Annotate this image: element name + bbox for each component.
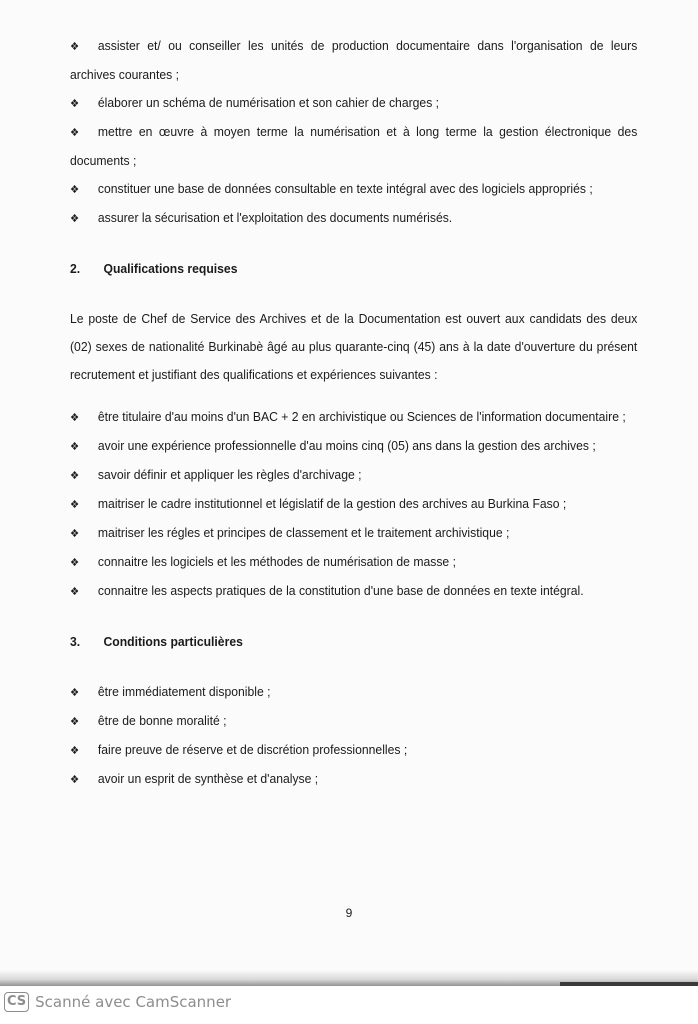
camscanner-logo-icon: CS <box>4 992 29 1012</box>
diamond-bullet-icon: ❖ <box>70 412 80 424</box>
diamond-bullet-icon: ❖ <box>70 528 80 540</box>
watermark-text: Scanné avec CamScanner <box>35 993 232 1011</box>
list-item: ❖ avoir une expérience professionnelle d'au moins cinq (05) ans dans la gestion des archives ; <box>70 432 637 461</box>
section2-number: 2. <box>70 261 81 276</box>
section2-list <box>70 403 637 606</box>
list-item: ❖ élaborer un schéma de numérisation et son cahier de charges ; <box>70 89 637 118</box>
section3-number: 3. <box>70 634 81 649</box>
list-item: ❖ assurer la sécurisation et l'exploitation des documents numérisés. <box>70 204 637 233</box>
list-item: ❖ assister et/ ou conseiller les unités de production documentaire dans l'organisation de leurs archives courantes ; <box>70 32 637 89</box>
diamond-bullet-icon: ❖ <box>70 441 80 453</box>
section3-title: Conditions particulières <box>103 634 243 649</box>
diamond-bullet-icon: ❖ <box>70 774 80 786</box>
diamond-bullet-icon: ❖ <box>70 41 80 53</box>
section2-intro: Le poste de Chef de Service des Archives et de la Documentation est ouvert aux candidats des deux (02) sexes de nationalité Burkinabè âgé au plus quarante-cinq (45) ans à la date d'ouverture du présent recrutement et justifiant des qualifications et expériences suivantes : <box>70 311 638 382</box>
diamond-bullet-icon: ❖ <box>70 557 80 569</box>
section3-heading <box>70 628 637 656</box>
section1-list <box>70 32 637 233</box>
diamond-bullet-icon: ❖ <box>70 470 80 482</box>
list-item: ❖ connaitre les logiciels et les méthodes de numérisation de masse ; <box>70 548 637 577</box>
diamond-bullet-icon: ❖ <box>70 98 80 110</box>
diamond-bullet-icon: ❖ <box>70 745 80 757</box>
list-item: ❖ avoir un esprit de synthèse et d'analyse ; <box>70 765 637 794</box>
scanner-watermark <box>4 990 231 1014</box>
diamond-bullet-icon: ❖ <box>70 586 80 598</box>
diamond-bullet-icon: ❖ <box>70 213 80 225</box>
page-edge-bar <box>560 982 698 986</box>
diamond-bullet-icon: ❖ <box>70 499 80 511</box>
section3-list <box>70 678 637 794</box>
list-item: ❖ faire preuve de réserve et de discrétion professionnelles ; <box>70 736 637 765</box>
page-content <box>70 32 638 794</box>
diamond-bullet-icon: ❖ <box>70 184 80 196</box>
page-number: 9 <box>345 906 353 920</box>
diamond-bullet-icon: ❖ <box>70 127 80 139</box>
list-item: ❖ constituer une base de données consultable en texte intégral avec des logiciels appropriés ; <box>70 175 637 204</box>
list-item: ❖ être immédiatement disponible ; <box>70 678 637 707</box>
list-item: ❖ être titulaire d'au moins d'un BAC + 2 en archivistique ou Sciences de l'information documentaire ; <box>70 403 637 432</box>
section2-heading <box>70 255 637 283</box>
list-item: ❖ être de bonne moralité ; <box>70 707 637 736</box>
list-item: ❖ maitriser le cadre institutionnel et législatif de la gestion des archives au Burkina Faso ; <box>70 490 637 519</box>
list-item: ❖ connaitre les aspects pratiques de la constitution d'une base de données en texte intégral. <box>70 577 637 606</box>
list-item: ❖ maitriser les régles et principes de classement et le traitement archivistique ; <box>70 519 637 548</box>
section2-title: Qualifications requises <box>103 261 238 276</box>
diamond-bullet-icon: ❖ <box>70 687 80 699</box>
diamond-bullet-icon: ❖ <box>70 716 80 728</box>
list-item: ❖ mettre en œuvre à moyen terme la numérisation et à long terme la gestion électronique des documents ; <box>70 118 637 175</box>
list-item: ❖ savoir définir et appliquer les règles d'archivage ; <box>70 461 637 490</box>
